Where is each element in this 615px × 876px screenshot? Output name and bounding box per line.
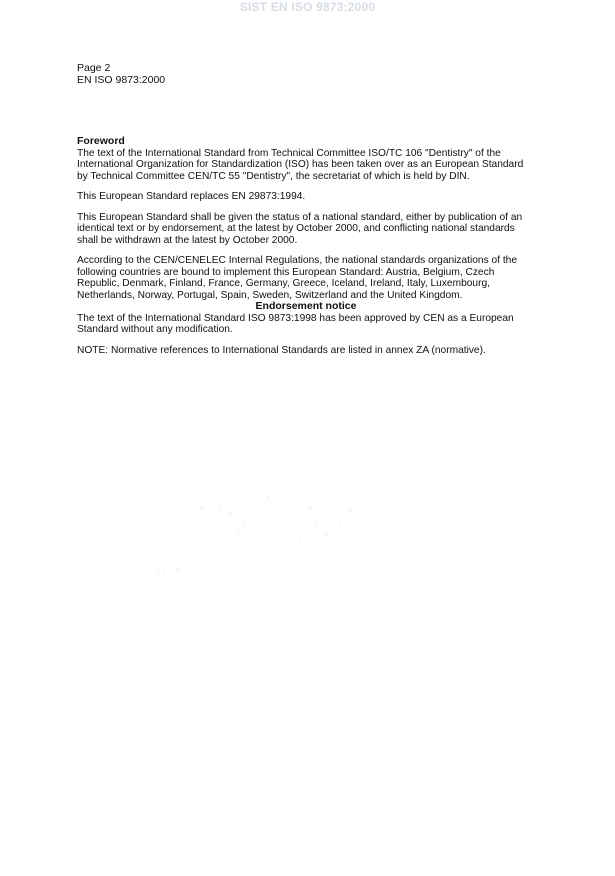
- page-header: [77, 62, 165, 86]
- page-number: Page 2: [77, 62, 111, 74]
- endorsement-paragraph-1: The text of the International Standard ISO 9873:1998 has been approved by CEN as a European Standard without any modification.: [77, 312, 514, 335]
- document-body: [77, 136, 535, 356]
- scan-noise: [150, 490, 380, 580]
- foreword-paragraph-1: The text of the International Standard from Technical Committee ISO/TC 106 "Dentistry" of the International Organization for Standardization (ISO) has been taken over as an European Standard by Technical Committee CEN/TC 55 "Dentistry", the secretariat of which is held by DIN.: [77, 147, 524, 182]
- endorsement-heading: Endorsement notice: [255, 300, 357, 312]
- foreword-paragraph-2: This European Standard replaces EN 29873:1994.: [77, 191, 306, 202]
- foreword-paragraph-3: This European Standard shall be given the status of a national standard, either by publication of an identical text or by endorsement, at the latest by October 2000, and conflicting national standards shall be withdrawn at the latest by October 2000.: [77, 211, 523, 246]
- document-id: EN ISO 9873:2000: [77, 74, 166, 86]
- watermark: SIST EN ISO 9873:2000: [239, 0, 376, 14]
- foreword-paragraph-4: According to the CEN/CENELEC Internal Regulations, the national standards organizations of the following countries are bound to implement this European Standard: Austria, Belgium, Czech Republic, Denmark, Finland, France, Germany, Greece, Iceland, Ireland, Italy, Luxembourg, Netherlands, Norway, Portugal, Spain, Sweden, Switzerland and the United Kingdom.: [77, 255, 518, 301]
- endorsement-note: NOTE: Normative references to International Standards are listed in annex ZA (normative).: [77, 344, 486, 356]
- foreword-heading: Foreword: [77, 135, 125, 147]
